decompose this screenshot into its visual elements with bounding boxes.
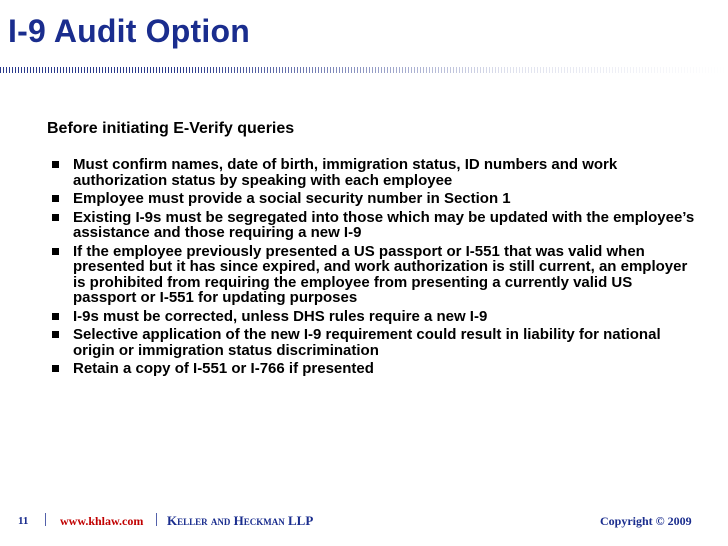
bullet-text: Selective application of the new I-9 requirement could result in liability for national origin or immigration status discrimination [73,326,661,359]
bullet-item [47,361,697,377]
footer-separator: | [155,511,159,527]
copyright-notice: Copyright © 2009 [600,514,692,528]
slide-body [47,120,697,380]
slide-title: I-9 Audit Option [8,13,250,49]
bullet-text: If the employee previously presented a US passport or I-551 that was valid when presented but it has since expired, and work authorization is still current, an employer is prohibited from requiring the employee from presenting a currently valid US passport or I-551 for updating purposes [73,242,688,306]
square-bullet-icon [52,248,59,255]
bullet-text: Employee must provide a social security number in Section 1 [73,190,511,207]
bullet-text: Retain a copy of I-551 or I-766 if presented [73,360,374,377]
intro-heading: Before initiating E-Verify queries [47,120,295,137]
title-divider-fade [180,67,728,73]
bullet-list [47,157,697,377]
bullet-text: Must confirm names, date of birth, immigration status, ID numbers and work authorization status by speaking with each employee [73,156,618,189]
bullet-item [47,327,697,358]
square-bullet-icon [52,161,59,168]
bullet-item [47,309,697,325]
square-bullet-icon [52,365,59,372]
square-bullet-icon [52,313,59,320]
bullet-item [47,244,697,306]
square-bullet-icon [52,195,59,202]
slide-footer [0,505,728,535]
website-link[interactable]: www.khlaw.com [60,514,144,528]
square-bullet-icon [52,214,59,221]
footer-separator: | [44,511,48,527]
bullet-item [47,157,697,188]
page-number: 11 [18,515,29,527]
square-bullet-icon [52,331,59,338]
bullet-text: I-9s must be corrected, unless DHS rules require a new I-9 [73,307,488,325]
bullet-item [47,191,697,207]
bullet-text: Existing I-9s must be segregated into those which may be updated with the employee’s assistance and those requiring a new I-9 [73,208,695,241]
bullet-item [47,210,697,241]
firm-name: Keller and Heckman LLP [167,513,314,528]
